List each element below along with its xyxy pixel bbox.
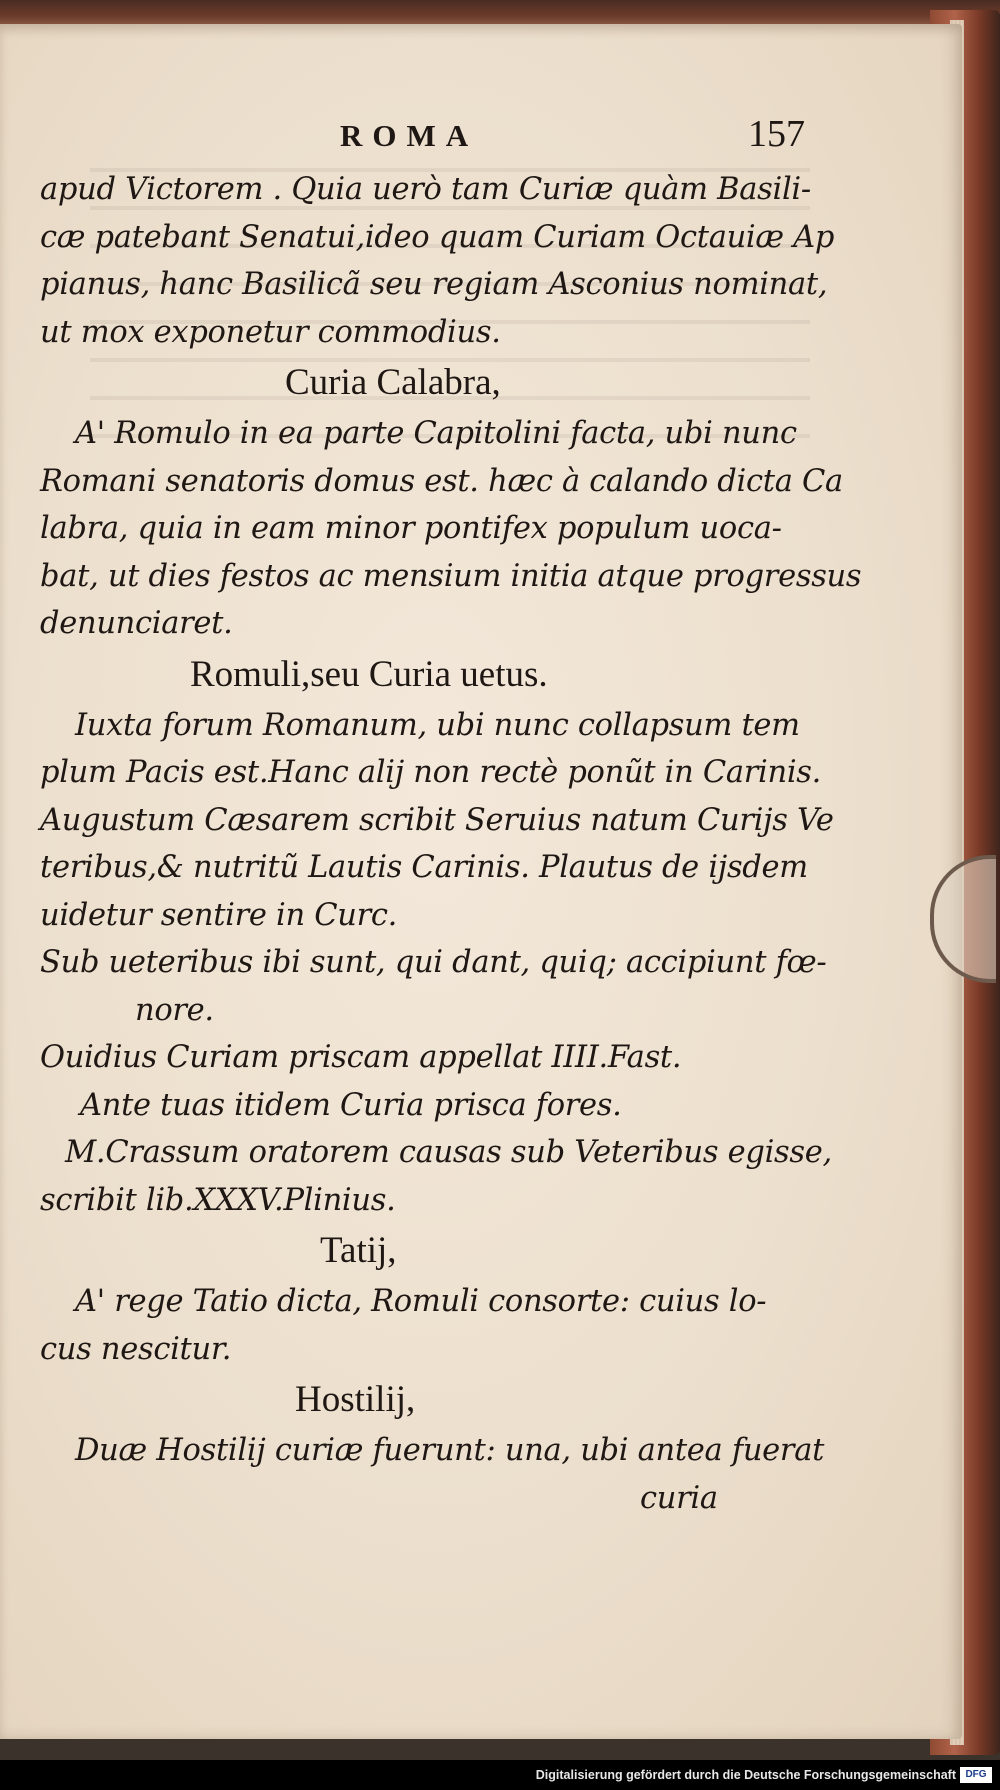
text-line: apud Victorem . Quia uerò tam Curiæ quàm Basili- [40, 172, 811, 207]
body-text [40, 166, 862, 1522]
section-heading: Romuli,seu Curia uetus. [190, 653, 548, 695]
text-line: Iuxta forum Romanum, ubi nunc collapsum tem [75, 707, 800, 743]
footer-bar [0, 1760, 1000, 1790]
top-edge [0, 0, 1000, 26]
dfg-logo: DFG [960, 1767, 992, 1783]
text-line: uidetur sentire in Curc. [40, 897, 398, 933]
text-line: Sub ueteribus ibi sunt, qui dant, quiq; accipiunt fœ- [40, 945, 827, 980]
page-text [40, 113, 862, 1522]
text-line: Ante tuas itidem Curia prisca fores. [80, 1087, 622, 1123]
footer-credit: Digitalisierung gefördert durch die Deutsche Forschungsgemeinschaft [535, 1768, 956, 1782]
text-line: A' Romulo in ea parte Capitolini facta, ubi nunc [75, 416, 797, 451]
section-heading: Tatij, [320, 1230, 397, 1271]
text-line: nore. [135, 992, 214, 1028]
text-line: Romani senatoris domus est. hæc à calando dicta Ca [40, 463, 843, 499]
page-number: 157 [748, 113, 805, 155]
text-line: curia [640, 1480, 718, 1516]
text-line: denunciaret. [40, 606, 233, 641]
running-head-title: ROMA [340, 118, 479, 153]
text-line: A' rege Tatio dicta, Romuli consorte: cuius lo- [75, 1284, 767, 1319]
text-line: ut mox exponetur commodius. [40, 314, 501, 350]
text-line: M.Crassum oratorem causas sub Veteribus egisse, [65, 1135, 832, 1170]
text-line: pianus, hanc Basilicã seu regiam Asconius nominat, [40, 267, 828, 302]
section-heading: Hostilij, [295, 1379, 416, 1420]
text-line: Duæ Hostilij curiæ fuerunt: una, ubi antea fuerat [75, 1433, 825, 1468]
text-line: teribus,& nutritũ Lautis Carinis. Plautus de ijsdem [40, 850, 808, 885]
text-line: cæ patebant Senatui,ideo quam Curiam Octauiæ Ap [40, 219, 835, 255]
text-line: labra, quia in eam minor pontifex populum uoca- [40, 511, 782, 546]
text-line: bat, ut dies festos ac mensium initia atque progressus [40, 558, 862, 594]
text-line: Augustum Cæsarem scribit Seruius natum Curijs Ve [40, 802, 834, 838]
running-head [40, 113, 810, 166]
text-line: scribit lib.XXXV.Plinius. [40, 1182, 396, 1218]
text-line: cus nescitur. [40, 1331, 232, 1367]
text-line: Ouidius Curiam priscam appellat IIII.Fast. [40, 1040, 682, 1075]
text-line: plum Pacis est.Hanc alij non rectè ponũt in Carinis. [40, 755, 822, 790]
section-heading: Curia Calabra, [285, 362, 501, 403]
